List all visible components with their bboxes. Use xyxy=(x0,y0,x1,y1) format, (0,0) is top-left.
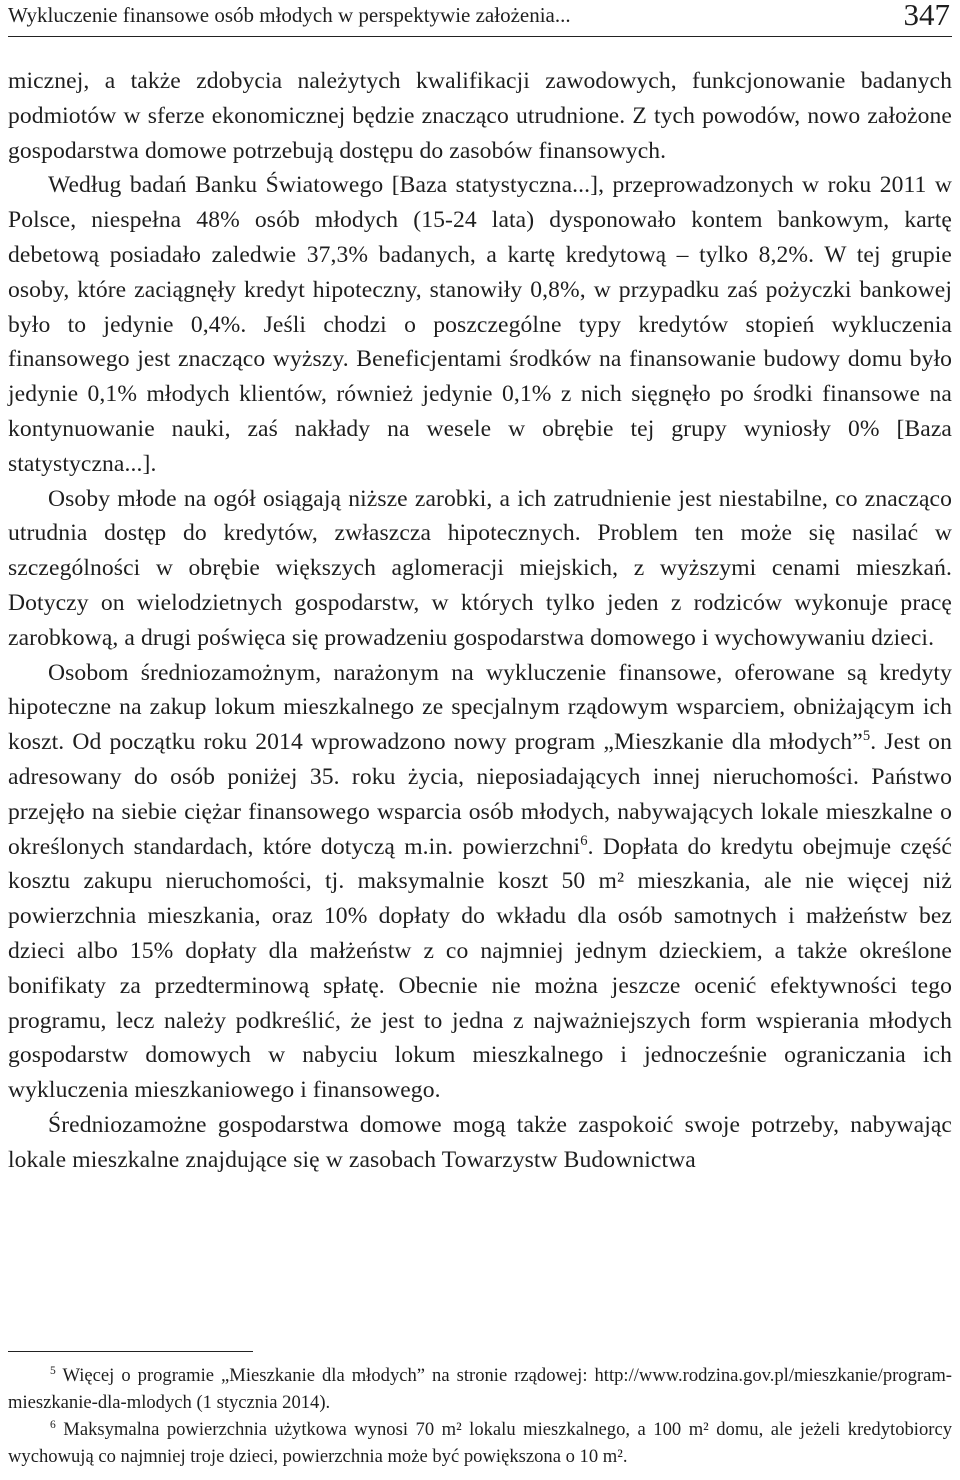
footnote-separator xyxy=(8,1351,253,1352)
paragraph-1: micznej, a także zdobycia należytych kwalifikacji zawodowych, funkcjonowanie badanych podmiotów w sferze ekonomicznej będzie znacząco utrudnione. Z tych powodów, nowo założone gospodarstwa domowe potrzebują dostępu do zasobów finansowych. xyxy=(8,68,952,164)
page-number: 347 xyxy=(903,0,950,32)
paragraph-2: Według badań Banku Światowego [Baza statystyczna...], przeprowadzonych w roku 2011 w Polsce, niespełna 48% osób młodych (15-24 lata) dysponowało kontem bankowym, kartę debetową posiadało zaledwie 37,3% badanych, a kartę kredytową – tylko 8,2%. W tej grupie osoby, które zaciągnęły kredyt hipoteczny, stanowiły 0,8%, w przypadku zaś pożyczki bankowej było to jedynie 0,4%. Jeśli chodzi o poszczególne typy kredytów stopień wykluczenia finansowego jest znacząco wyższy. Beneficjentami środków na finansowanie budowy domu było jedynie 0,1% młodych klientów, również jedynie 0,1% z nich sięgnęło po środki finansowe na kontynuowanie nauki, zaś nakłady na wesele w obrębie tej grupy wyniosły 0% [Baza statystyczna...]. xyxy=(8,172,952,477)
footnote-number: 6 xyxy=(50,1419,56,1432)
paragraph-5: Średniozamożne gospodarstwa domowe mogą także zaspokoić swoje potrzeby, nabywając lokale mieszkalne znajdujące się w zasobach Towarzystw Budownictwa xyxy=(8,1111,952,1173)
running-header xyxy=(8,0,952,37)
paragraph-4-part-a: Osobom średniozamożnym, narażonym na wykluczenie finansowe, oferowane są kredyty hipoteczne na zakup lokum mieszkalnego ze specjalnym rządowym wsparciem, obniżającym ich koszt. Od początku roku 2014 wprowadzono nowy program „Mieszkanie dla młodych” xyxy=(8,659,952,756)
footnote-ref-5[interactable]: 5 xyxy=(862,728,871,745)
paragraph-4-part-b: . Jest on adresowany do osób poniżej 35. roku życia, nieposiadających innej nieruchomości. Państwo przejęło na siebie ciężar finansowego wsparcia osób młodych, nabywających lokale mieszkalne o określonych standardach, które dotyczą m.in. powierzchni xyxy=(8,729,952,860)
paragraph-4-part-c: . Dopłata do kredytu obejmuje część kosztu zakupu nieruchomości, tj. maksymalnie koszt 50 m² mieszkania, ale nie więcej niż powierzchnia mieszkania, oraz 10% dopłaty do wkładu dla osób samotnych i małżeństw bez dzieci albo 15% dopłaty dla małżeństw z co najmniej jednym dzieckiem, a także określone bonifikaty za przedterminową spłatę. Obecnie nie można jeszcze ocenić efektywności tego programu, lecz należy podkreślić, że jest to jedna z najważniejszych form wspierania młodych gospodarstw domowych w nabyciu lokum mieszkalnego i jednocześnie ograniczania ich wykluczenia mieszkaniowego i finansowego. xyxy=(8,833,952,1104)
paragraph-3: Osoby młode na ogół osiągają niższe zarobki, a ich zatrudnienie jest niestabilne, co znacząco utrudnia dostęp do kredytów, zwłaszcza hipotecznych. Problem ten może się nasilać w szczególności w obrębie większych aglomeracji miejskich, z wyższymi cenami mieszkań. Dotyczy on wielodzietnych gospodarstw, w których tylko jeden z rodziców wykonuje pracę zarobkową, a drugi poświęca się prowadzeniu gospodarstwa domowego i wychowywaniu dzieci. xyxy=(8,485,952,651)
running-title: Wykluczenie finansowe osób młodych w perspektywie założenia... xyxy=(8,3,571,27)
footnotes xyxy=(8,1362,952,1470)
footnote-ref-6[interactable]: 6 xyxy=(580,832,588,849)
main-text xyxy=(8,64,952,1178)
footnote-5 xyxy=(8,1362,952,1416)
footnote-6 xyxy=(8,1416,952,1470)
footnote-number: 5 xyxy=(50,1365,56,1378)
footnote-text: Maksymalna powierzchnia użytkowa wynosi 70 m² lokalu mieszkalnego, a 100 m² domu, ale jeżeli kredytobiorcy wychowują co najmniej troje dzieci, powierzchnia może być powiększona o 10 m². xyxy=(8,1419,952,1467)
footnote-text: Więcej o programie „Mieszkanie dla młodych” na stronie rządowej: http://www.rodzina.gov.pl/mieszkanie/program-mieszkanie-dla-mlodych (1 stycznia 2014). xyxy=(8,1365,953,1413)
paragraph-4 xyxy=(8,656,952,1108)
